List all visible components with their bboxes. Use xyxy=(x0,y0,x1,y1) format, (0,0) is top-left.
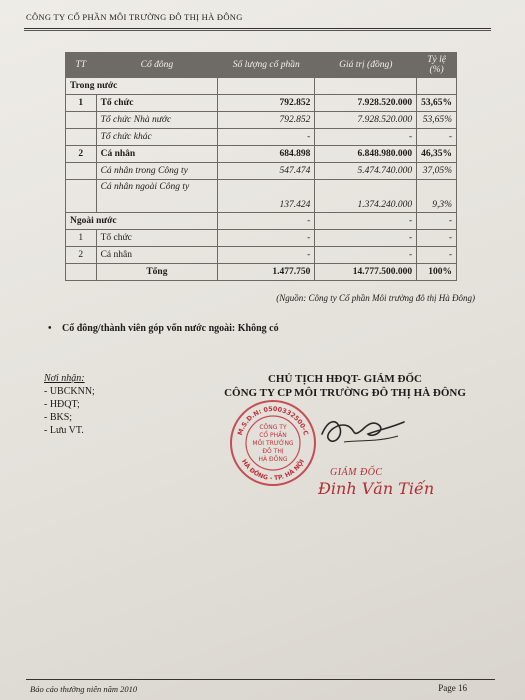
table-header-row xyxy=(66,53,457,78)
svg-text:HÀ ĐÔNG - TP. HÀ NỘI: HÀ ĐÔNG - TP. HÀ NỘI xyxy=(240,458,306,483)
table-cell xyxy=(218,78,315,95)
footer-rule xyxy=(26,679,495,680)
row-name: Cá nhân trong Công ty xyxy=(96,163,218,180)
row-tt: 2 xyxy=(66,146,97,163)
row-name: Cá nhân ngoài Công ty xyxy=(96,180,218,213)
handwritten-signature xyxy=(318,412,408,452)
col-shareholder: Cổ đông xyxy=(96,53,218,78)
table-row xyxy=(66,112,457,129)
bullet-text: Cổ đông/thành viên góp vốn nước ngoài: Không có xyxy=(62,323,279,334)
recipients-block xyxy=(44,372,95,437)
row-ratio: - xyxy=(417,213,457,230)
col-ratio: Tỷ lệ (%) xyxy=(417,53,457,78)
row-ratio: - xyxy=(417,129,457,146)
company-seal xyxy=(228,398,318,488)
total-value: 14.777.500.000 xyxy=(315,264,417,281)
row-domestic-label: Trong nước xyxy=(66,78,218,95)
row-name: Tổ chức xyxy=(96,230,218,247)
row-tt: 1 xyxy=(66,95,97,112)
row-ratio: 9,3% xyxy=(417,180,457,213)
row-shares: 547.474 xyxy=(218,163,315,180)
shareholder-table xyxy=(65,52,457,281)
row-tt xyxy=(66,180,97,213)
row-shares: 684.898 xyxy=(218,146,315,163)
recipient-item: - UBCKNN; xyxy=(44,386,95,397)
row-name: Tổ chức khác xyxy=(96,129,218,146)
row-value: 1.374.240.000 xyxy=(315,180,417,213)
col-value: Giá trị (đồng) xyxy=(315,53,417,78)
row-ratio: 37,05% xyxy=(417,163,457,180)
svg-text:CÔNG TY: CÔNG TY xyxy=(259,424,287,431)
footer-report-title: Báo cáo thường niên năm 2010 xyxy=(30,684,138,694)
total-shares: 1.477.750 xyxy=(218,264,315,281)
row-ratio: 53,65% xyxy=(417,95,457,112)
signer-title: CHỦ TỊCH HĐQT- GIÁM ĐỐC xyxy=(267,373,423,385)
row-shares: - xyxy=(218,129,315,146)
row-tt xyxy=(66,112,97,129)
svg-text:ĐÔ THỊ: ĐÔ THỊ xyxy=(262,448,284,455)
row-shares: 792.852 xyxy=(218,95,315,112)
bullet-icon: • xyxy=(48,323,52,334)
svg-text:CỔ PHẦN: CỔ PHẦN xyxy=(259,432,287,439)
table-row xyxy=(66,95,457,112)
table-row xyxy=(66,230,457,247)
signer-company: CÔNG TY CP MÔI TRƯỜNG ĐÔ THỊ HÀ ĐÔNG xyxy=(224,387,466,399)
seal-icon xyxy=(228,398,318,488)
row-foreign-label: Ngoài nước xyxy=(66,213,218,230)
row-tt xyxy=(66,129,97,146)
total-label: Tổng xyxy=(96,264,218,281)
table-row xyxy=(66,129,457,146)
table-row xyxy=(66,146,457,163)
svg-text:HÀ ĐÔNG: HÀ ĐÔNG xyxy=(258,456,288,463)
row-value: 7.928.520.000 xyxy=(315,112,417,129)
table-row xyxy=(66,78,457,95)
table-row xyxy=(66,180,457,213)
row-name: Cá nhân xyxy=(96,247,218,264)
signature-heading xyxy=(190,372,500,400)
table-total-row xyxy=(66,264,457,281)
col-tt: TT xyxy=(66,53,97,78)
row-value: - xyxy=(315,213,417,230)
director-name: Đinh Văn Tiến xyxy=(318,479,435,498)
row-name: Tổ chức Nhà nước xyxy=(96,112,218,129)
header-rule xyxy=(24,28,491,29)
row-ratio: 53,65% xyxy=(417,112,457,129)
row-value: 5.474.740.000 xyxy=(315,163,417,180)
recipient-item: - HĐQT; xyxy=(44,399,80,410)
table-row xyxy=(66,213,457,230)
row-value: 6.848.980.000 xyxy=(315,146,417,163)
table-row xyxy=(66,163,457,180)
svg-text:MÔI TRƯỜNG: MÔI TRƯỜNG xyxy=(252,440,294,447)
row-shares: - xyxy=(218,213,315,230)
row-ratio: - xyxy=(417,247,457,264)
row-ratio: 46,35% xyxy=(417,146,457,163)
table-row xyxy=(66,247,457,264)
row-tt xyxy=(66,264,97,281)
total-ratio: 100% xyxy=(417,264,457,281)
recipient-item: - BKS; xyxy=(44,412,73,423)
row-shares: - xyxy=(218,230,315,247)
page-number: Page 16 xyxy=(438,683,467,693)
row-value: - xyxy=(315,129,417,146)
row-ratio: - xyxy=(417,230,457,247)
row-name: Tổ chức xyxy=(96,95,218,112)
row-tt: 1 xyxy=(66,230,97,247)
svg-text:M.S.D.N: 0500332500-C: M.S.D.N: 0500332500-C xyxy=(236,404,310,437)
row-name: Cá nhân xyxy=(96,146,218,163)
table-cell xyxy=(315,78,417,95)
row-shares: - xyxy=(218,247,315,264)
row-shares: 792.852 xyxy=(218,112,315,129)
source-note: (Nguồn: Công ty Cổ phần Môi trường đô thị Hà Đông) xyxy=(276,293,475,303)
header-rule-secondary xyxy=(24,30,491,31)
row-value: - xyxy=(315,247,417,264)
row-value: - xyxy=(315,230,417,247)
row-tt xyxy=(66,163,97,180)
director-title: GIÁM ĐỐC xyxy=(330,467,383,478)
signature-icon xyxy=(318,412,408,452)
recipients-heading: Nơi nhận: xyxy=(44,373,85,384)
row-value: 7.928.520.000 xyxy=(315,95,417,112)
header-company: CÔNG TY CỔ PHẦN MÔI TRƯỜNG ĐÔ THỊ HÀ ĐÔNG xyxy=(26,12,243,22)
table-cell xyxy=(417,78,457,95)
row-tt: 2 xyxy=(66,247,97,264)
row-shares: 137.424 xyxy=(218,180,315,213)
col-shares: Số lượng cổ phần xyxy=(218,53,315,78)
recipient-item: - Lưu VT. xyxy=(44,425,84,436)
foreign-shareholder-bullet xyxy=(48,323,279,334)
